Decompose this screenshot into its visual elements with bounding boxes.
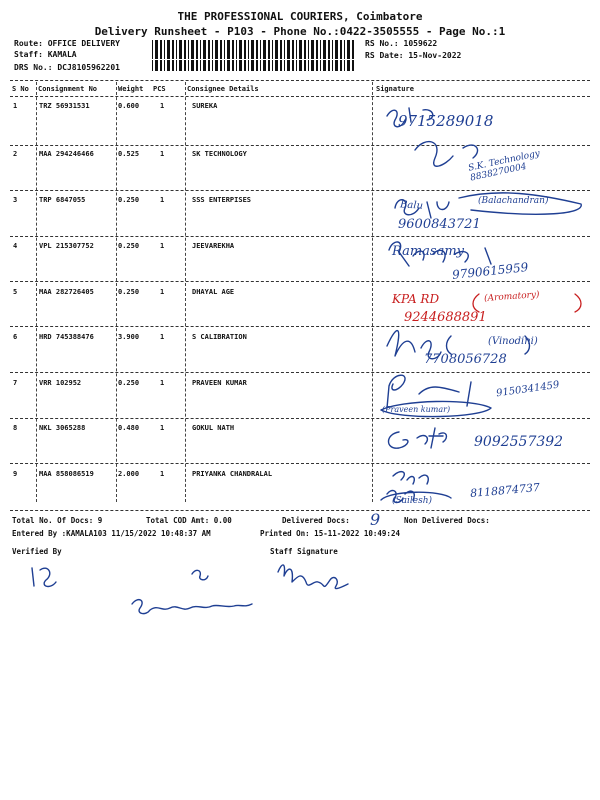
table-top-rule (10, 80, 590, 81)
row-pcs: 1 (160, 102, 165, 110)
staff-label: Staff: KAMALA (14, 50, 77, 59)
col-header-consignee: Consignee Details (187, 85, 259, 93)
row-sno: 5 (13, 288, 18, 296)
handwritten-note-row5a: KPA RD (392, 292, 440, 306)
row-sno: 1 (13, 102, 18, 110)
row-consignee: S CALIBRATION (192, 333, 247, 341)
handwritten-note-row9b: (Sailesh) (392, 496, 433, 506)
printed-on: Printed On: 15-11-2022 10:49:24 (260, 529, 400, 538)
total-cod: Total COD Amt: 0.00 (146, 516, 232, 525)
row-sno: 6 (13, 333, 18, 341)
row-consignee: SUREKA (192, 102, 218, 110)
row-pcs: 1 (160, 470, 165, 478)
row-weight: 0.250 (118, 196, 140, 204)
handwritten-note-row2: S.K. Technology 8838270004 (467, 148, 541, 184)
row-consignment: HRD 745388476 (39, 333, 94, 341)
row-weight: 0.480 (118, 424, 140, 432)
row-consignment: VRR 102952 (39, 379, 82, 387)
row-pcs: 1 (160, 150, 165, 158)
row-consignment: TRP 6847055 (39, 196, 86, 204)
col-header-consignment: Consignment No (38, 85, 98, 93)
row-pcs: 1 (160, 196, 165, 204)
row-weight: 3.900 (118, 333, 140, 341)
row-pcs: 1 (160, 424, 165, 432)
row-weight: 0.525 (118, 150, 140, 158)
row-consignee: DHAYAL AGE (192, 288, 235, 296)
row-sno: 7 (13, 379, 18, 387)
drs-number: DRS No.: DCJ8105962201 (14, 63, 120, 72)
row-consignment: NKL 3065288 (39, 424, 86, 432)
row-weight: 0.250 (118, 379, 140, 387)
row-weight: 2.000 (118, 470, 140, 478)
handwritten-note-row4b: 9790615959 (451, 260, 529, 282)
row-consignee: SK TECHNOLOGY (192, 150, 247, 158)
route-label: Route: OFFICE DELIVERY (14, 39, 120, 48)
verified-by-label: Verified By (12, 547, 62, 556)
row-consignment: MAA 858086519 (39, 470, 94, 478)
delivered-docs-handwritten: 9 (370, 510, 381, 529)
col-header-sno: S No (12, 85, 29, 93)
row-pcs: 1 (160, 242, 165, 250)
handwritten-note-row3c: 9600843721 (398, 217, 481, 232)
barcode-graphic (152, 40, 357, 59)
company-title: THE PROFESSIONAL COURIERS, Coimbatore (177, 10, 423, 23)
row-consignment: TRZ 56931531 (39, 102, 90, 110)
entered-by: Entered By :KAMALA103 11/15/2022 10:48:37 AM (12, 529, 211, 538)
handwritten-note-row5c: 9244688891 (404, 310, 487, 325)
barcode-graphic-secondary (152, 60, 357, 71)
handwritten-note-row1: 9715289018 (398, 112, 494, 130)
col-header-weight: Weight (118, 85, 144, 93)
runsheet-title: Delivery Runsheet - P103 - Phone No.:0422-3505555 - Page No.:1 (94, 25, 506, 38)
row-weight: 0.250 (118, 242, 140, 250)
row-pcs: 1 (160, 379, 165, 387)
row-sno: 8 (13, 424, 18, 432)
staff-signature-label: Staff Signature (270, 547, 338, 556)
total-docs: Total No. Of Docs: 9 (12, 516, 103, 525)
row-sno: 9 (13, 470, 18, 478)
handwritten-note-row8: 9092557392 (474, 434, 564, 450)
handwritten-note-row7a: 9150341459 (495, 379, 561, 400)
row-sno: 4 (13, 242, 18, 250)
row-sno: 2 (13, 150, 18, 158)
handwritten-note-row7b: (Praveen kumar) (382, 405, 451, 414)
row-consignee: PRIYANKA CHANDRALAL (192, 470, 273, 478)
row-consignee: SSS ENTERPISES (192, 196, 252, 204)
row-pcs: 1 (160, 333, 165, 341)
non-delivered-docs-label: Non Delivered Docs: (404, 516, 490, 525)
handwritten-note-row3a: Balu (399, 199, 424, 212)
row-consignment: VPL 215307752 (39, 242, 94, 250)
rs-date: RS Date: 15-Nov-2022 (365, 51, 462, 60)
row-consignee: GOKUL NATH (192, 424, 235, 432)
row-consignee: PRAVEEN KUMAR (192, 379, 247, 387)
row-consignment: MAA 282726405 (39, 288, 94, 296)
handwritten-note-row6b: 7708056728 (424, 352, 507, 367)
handwritten-note-row3b: (Balachandran) (478, 196, 549, 206)
row-consignment: MAA 294246466 (39, 150, 94, 158)
col-header-signature: Signature (376, 85, 414, 93)
row-weight: 0.600 (118, 102, 140, 110)
row-consignee: JEEVAREKHA (192, 242, 235, 250)
handwritten-note-row6a: (Vinodini) (488, 336, 538, 347)
delivered-docs-label: Delivered Docs: (282, 516, 350, 525)
col-header-pcs: PCS (153, 85, 166, 93)
handwritten-note-row4a: Ramasamy (392, 244, 465, 259)
rs-number: RS No.: 1059622 (365, 39, 438, 48)
handwritten-note-row9a: 8118874737 (469, 480, 541, 501)
table-header-rule (10, 96, 590, 97)
row-separator (10, 510, 590, 511)
row-pcs: 1 (160, 288, 165, 296)
row-sno: 3 (13, 196, 18, 204)
footer-signatures (20, 560, 360, 620)
row-weight: 0.250 (118, 288, 140, 296)
handwritten-note-row5b: (Aromatory) (483, 290, 540, 304)
